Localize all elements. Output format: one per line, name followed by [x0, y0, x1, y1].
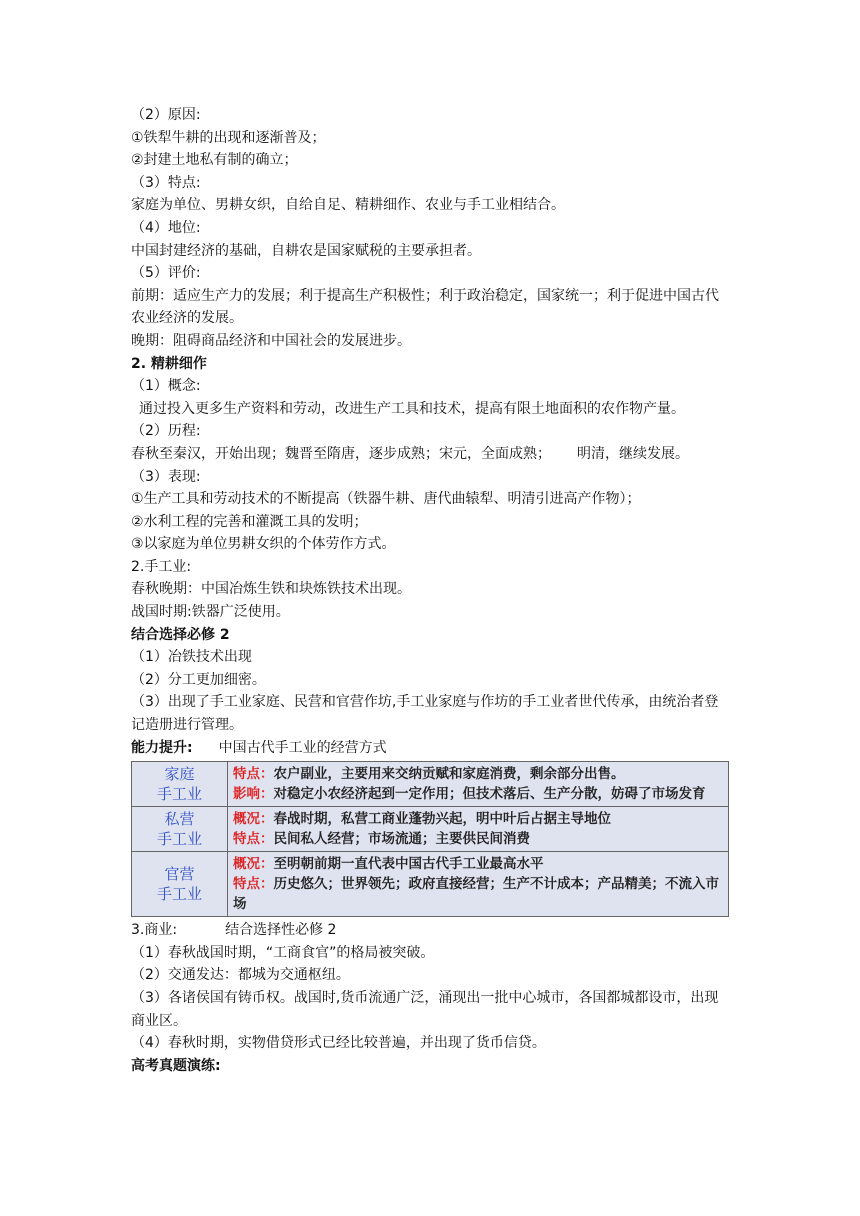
- handicraft-table: [131, 761, 729, 917]
- history-text: [131, 443, 731, 466]
- evaluation-late: 晚期：阻碍商品经济和中国社会的发展进步。: [131, 332, 411, 349]
- combo-line-2: （2）分工更加细密。: [131, 671, 266, 688]
- feature-label: （3）特点:: [131, 174, 201, 191]
- row-item: 概况：春战时期，私营工商业蓬勃兴起，明中叶后占据主导地位: [233, 811, 611, 828]
- row-content: [228, 807, 729, 852]
- row-item: 特点：民间私人经营；市场流通；主要供民间消费: [233, 831, 530, 848]
- row-header: 私营 手工业: [132, 807, 228, 852]
- section-intensive-farming-title: 2. 精耕细作: [131, 355, 207, 372]
- evaluation-label: （5）评价:: [131, 265, 201, 282]
- row-content: [228, 762, 729, 807]
- commerce-row: [131, 919, 731, 942]
- concept-text: 通过投入更多生产资料和劳动，改进生产工具和技术，提高有限土地面积的农作物产量。: [139, 400, 685, 417]
- commerce-line-1: （1）春秋战国时期，“工商食官”的格局被突破。: [131, 944, 435, 961]
- show-item-2: ②水利工程的完善和灌溉工具的发明；: [131, 513, 368, 530]
- history-text-a: 春秋至秦汉，开始出现；魏晋至隋唐，逐步成熟；宋元，全面成熟；: [131, 445, 551, 462]
- history-text-b: 明清，继续发展。: [577, 445, 689, 462]
- ability-title: 中国古代手工业的经营方式: [218, 739, 387, 756]
- handicraft-line-1: 春秋晚期：中国冶炼生铁和块炼铁技术出现。: [131, 581, 411, 598]
- commerce-label: 3.商业:: [131, 922, 178, 939]
- handicraft-line-2: 战国时期:铁器广泛使用。: [131, 604, 290, 621]
- status-text: 中国封建经济的基础，自耕农是国家赋税的主要承担者。: [131, 242, 481, 259]
- feature-text: 家庭为单位、男耕女织，自给自足、精耕细作、农业与手工业相结合。: [131, 197, 565, 214]
- commerce-line-4: （4）春秋时期，实物借贷形式已经比较普遍，并出现了货币信贷。: [131, 1035, 546, 1052]
- combo-line-1: （1）冶铁技术出现: [131, 649, 252, 666]
- row-item: 概况：至明朝前期一直代表中国古代手工业最高水平: [233, 856, 544, 873]
- evaluation-early: 前期：适应生产力的发展；利于提高生产积极性；利于政治稳定，国家统一；利于促进中国古代农业经济的发展。: [131, 287, 719, 327]
- history-label: （2）历程:: [131, 423, 201, 440]
- commerce-line-2: （2）交通发达：都城为交通枢纽。: [131, 967, 350, 984]
- table-row: [132, 852, 729, 917]
- show-label: （3）表现:: [131, 468, 201, 485]
- show-item-3: ③以家庭为单位男耕女织的个体劳作方式。: [131, 536, 396, 553]
- ability-row: [131, 737, 731, 760]
- row-header: 家庭 手工业: [132, 762, 228, 807]
- reason-label: （2）原因:: [131, 107, 201, 123]
- row-item: 特点：历史悠久；世界领先；政府直接经营；生产不计成本；产品精美；不流入市场: [233, 876, 719, 913]
- ability-label: 能力提升:: [131, 739, 193, 756]
- combo-line-3: （3）出现了手工业家庭、民营和官营作坊,手工业家庭与作坊的手工业者世代传承，由统治者登记造册进行管理。: [131, 694, 719, 734]
- commerce-line-3: （3）各诸侯国有铸币权。战国时,货币流通广泛，涌现出一批中心城市，各国都城都设市，出现商业区。: [131, 990, 719, 1029]
- table-row: [132, 762, 729, 807]
- show-item-1: ①生产工具和劳动技术的不断提高（铁器牛耕、唐代曲辕犁、明清引进高产作物）；: [131, 491, 641, 508]
- row-item: 影响：对稳定小农经济起到一定作用；但技术落后、生产分散，妨碍了市场发育: [233, 786, 706, 803]
- handicraft-title: 2.手工业:: [131, 558, 192, 575]
- table-row: [132, 807, 729, 852]
- row-content: [228, 852, 729, 917]
- document-page: [131, 104, 731, 1077]
- reason-item-1: ①铁犁牛耕的出现和逐渐普及；: [131, 129, 326, 146]
- combo-title: 结合选择必修 2: [131, 626, 230, 643]
- row-header: 官营 手工业: [132, 852, 228, 917]
- status-label: （4）地位:: [131, 219, 201, 236]
- reason-item-2: ②封建土地私有制的确立；: [131, 152, 298, 169]
- exam-title: 高考真题演练:: [131, 1057, 221, 1074]
- row-item: 特点：农户副业，主要用来交纳贡赋和家庭消费，剩余部分出售。: [233, 766, 625, 783]
- commerce-ref: 结合选择性必修 2: [225, 922, 337, 939]
- concept-label: （1）概念:: [131, 378, 201, 395]
